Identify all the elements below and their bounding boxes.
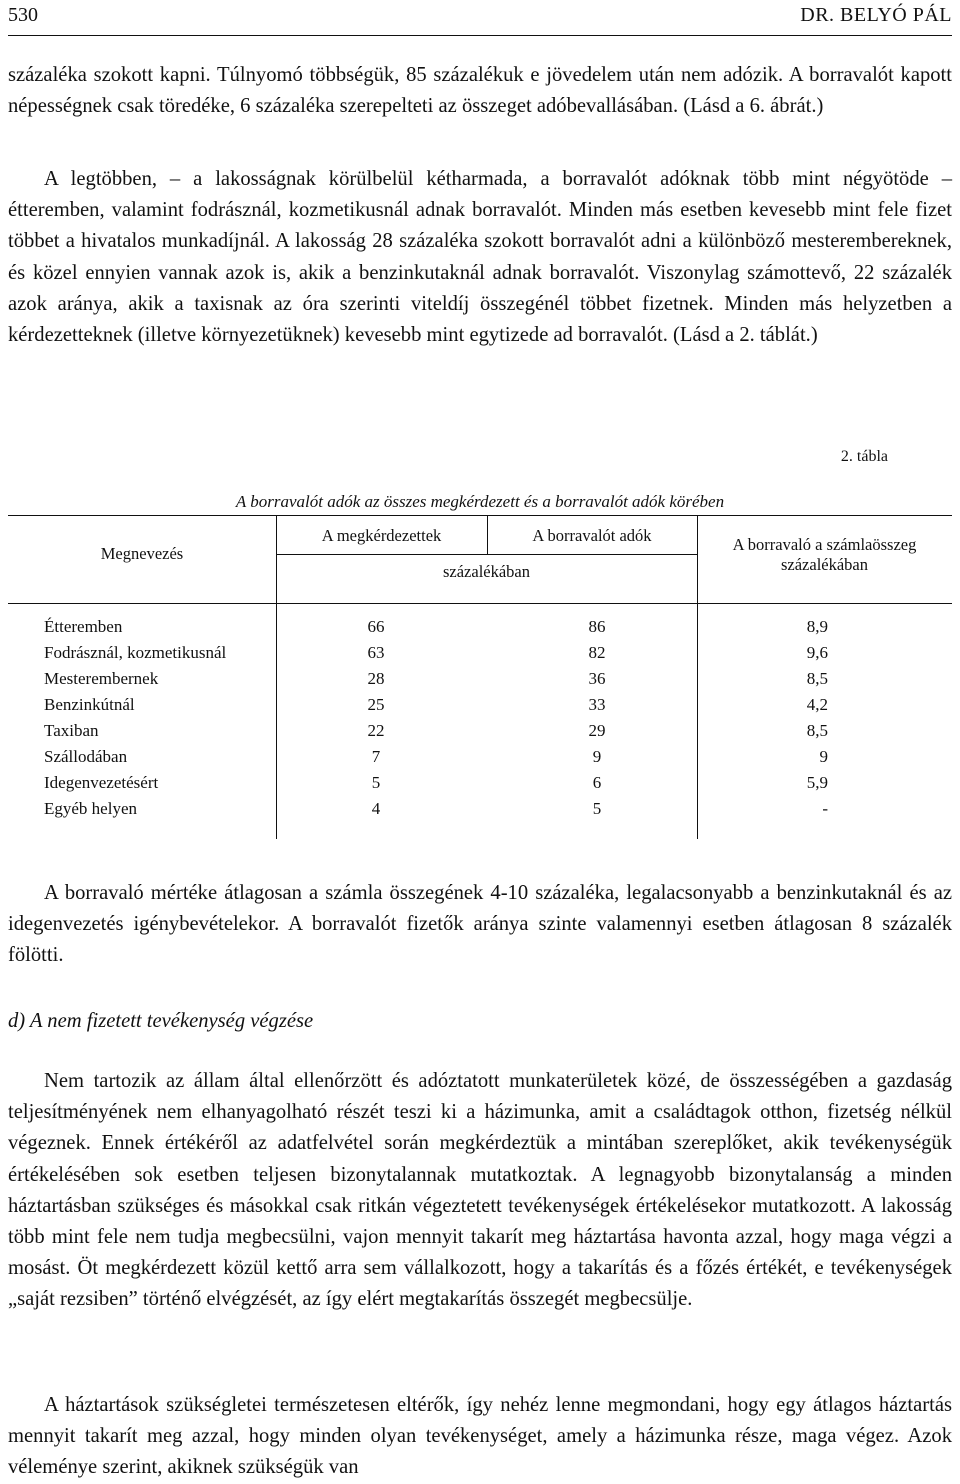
cell-respondents: 25 — [367, 695, 385, 714]
row-label: Szállodában — [44, 747, 128, 766]
paragraph-4: Nem tartozik az állam által ellenőrzött és adóztatott munkaterületek közé, de összességében a gazdaság teljesítményének nem elhanyagolható részét teszi ki a házimunka, amit a családtagok otthon, fizetség nélkül végeznek. Ennek értékéről az adatfelvétel során megkérdeztük a mintában szereplőket, akik tevékenységük értékelésében sok esetben teljesen bizonytalannak mutatkoztak. A legnagyobb bizonytalanság a minden háztartásban szükséges és másokkal csak ritkán végeztetett tevékenységek értékelésekor mutatkozott. A lakosság több mint fele nem tudja megbecsülni, vajon mennyit takarít meg háztartása havonta azzal, hogy maga végzi a mosást. Öt megkérdezett közül kettő arra sem vállalkozott, hogy a takarítás és a főzés értékét, e tevékenységek „saját rezsiben” történő elvégzését, az így elért megtakarítás összegét megbecsülje. — [8, 1070, 952, 1311]
header-divider — [8, 35, 952, 36]
cell-respondents: 28 — [367, 669, 385, 688]
paragraph-1: százaléka szokott kapni. Túlnyomó többségük, 85 százalékuk e jövedelem után nem adózik. A borravalót kapott népességnek csak töredéke, 6 százaléka szerepelteti az összeget adóbevallásában. (Lásd a 6. ábrát.) — [8, 64, 952, 118]
row-label: Idegenvezetésért — [44, 773, 159, 792]
cell-respondents: 63 — [367, 643, 385, 662]
cell-tippers: 5 — [592, 799, 602, 818]
col-header-respondents: A megkérdezettek — [321, 526, 442, 545]
cell-tippers: 33 — [588, 695, 606, 714]
col-header-tippers: A borravalót adók — [532, 526, 652, 545]
table-top-rule — [8, 515, 952, 516]
col-header-amount-line1: A borravaló a számlaösszeg — [732, 535, 917, 554]
cell-tippers: 82 — [588, 643, 606, 662]
cell-amount: - — [822, 799, 828, 818]
cell-respondents: 5 — [371, 773, 381, 792]
cell-amount: 8,5 — [806, 669, 828, 688]
row-label: Egyéb helyen — [44, 799, 137, 818]
table-header-rule — [8, 603, 952, 604]
table-row — [44, 721, 834, 747]
row-label: Taxiban — [44, 721, 99, 740]
cell-respondents: 7 — [371, 747, 381, 766]
table-row — [44, 617, 834, 643]
paragraph-3: A borravaló mértéke átlagosan a számla összegének 4-10 százaléka, legalacsonyabb a benzinkutaknál és az idegenvezetés igénybevételekor. A borravalót fizetők aránya szinte valamennyi esetben átlagosan 8 százalék fölötti. — [8, 882, 952, 967]
col-header-amount-line2: százalékában — [780, 555, 869, 574]
running-author: DR. BELYÓ PÁL — [800, 4, 952, 26]
cell-tippers: 86 — [588, 617, 606, 636]
cell-amount: 5,9 — [806, 773, 828, 792]
page-number: 530 — [8, 4, 38, 26]
cell-amount: 4,2 — [806, 695, 828, 714]
cell-respondents: 66 — [367, 617, 385, 636]
cell-amount: 9,6 — [806, 643, 828, 662]
row-label: Mesterembernek — [44, 669, 159, 688]
col-header-name: Megnevezés — [100, 544, 184, 563]
row-label: Étteremben — [44, 617, 123, 636]
table-row — [44, 643, 834, 669]
cell-tippers: 36 — [588, 669, 606, 688]
cell-tippers: 6 — [592, 773, 602, 792]
cell-tippers: 9 — [592, 747, 602, 766]
table-caption: A borravalót adók az összes megkérdezett és a borravalót adók körében — [235, 492, 725, 511]
running-header — [8, 2, 952, 32]
row-label: Benzinkútnál — [44, 695, 135, 714]
cell-respondents: 4 — [371, 799, 381, 818]
table-row — [44, 773, 834, 799]
cell-respondents: 22 — [367, 721, 385, 740]
table-row — [44, 669, 834, 695]
table-row — [44, 695, 834, 721]
col-header-unit: százalékában — [442, 562, 531, 581]
cell-amount: 8,9 — [806, 617, 828, 636]
cell-amount: 9 — [819, 747, 828, 766]
table-row — [44, 799, 834, 825]
paragraph-5: A háztartások szükségletei természetesen eltérők, így nehéz lenne megmondani, hogy egy átlagos háztartás mennyit takarít meg azzal, hogy minden olyan tevékenységet, amely a házimunka része, maga végez. Azok véleménye szerint, akiknek szükségük van — [8, 1394, 952, 1479]
table-row — [44, 747, 834, 773]
cell-amount: 8,5 — [806, 721, 828, 740]
table-label: 2. tábla — [840, 448, 888, 465]
table-sub-rule — [276, 554, 697, 555]
row-label: Fodrásznál, kozmetikusnál — [44, 643, 227, 662]
section-heading: d) A nem fizetett tevékenység végzése — [8, 1010, 314, 1032]
paragraph-2: A legtöbben, – a lakosságnak körülbelül kétharmada, a borravalót adóknak több mint négyötöde – étteremben, valamint fodrásznál, kozmetikusnál adnak borravalót. Minden más esetben kevesebb mint fele fizet többet a hivatalos munkadíjnál. A lakosság 28 százaléka szokott borravalót adni a különböző mesterembereknek, és közel ennyien vannak azok is, akik a benzinkutaknál adnak borravalót. Viszonylag számottevő, 22 százalék azok aránya, akik a taxisnak az óra szerinti viteldíj összegénél többet fizetnek. Minden más helyzetben a kérdezetteknek (illetve környezetüknek) kevesebb mint egytizede ad borravalót. (Lásd a 2. táblát.) — [8, 168, 952, 347]
cell-tippers: 29 — [588, 721, 606, 740]
